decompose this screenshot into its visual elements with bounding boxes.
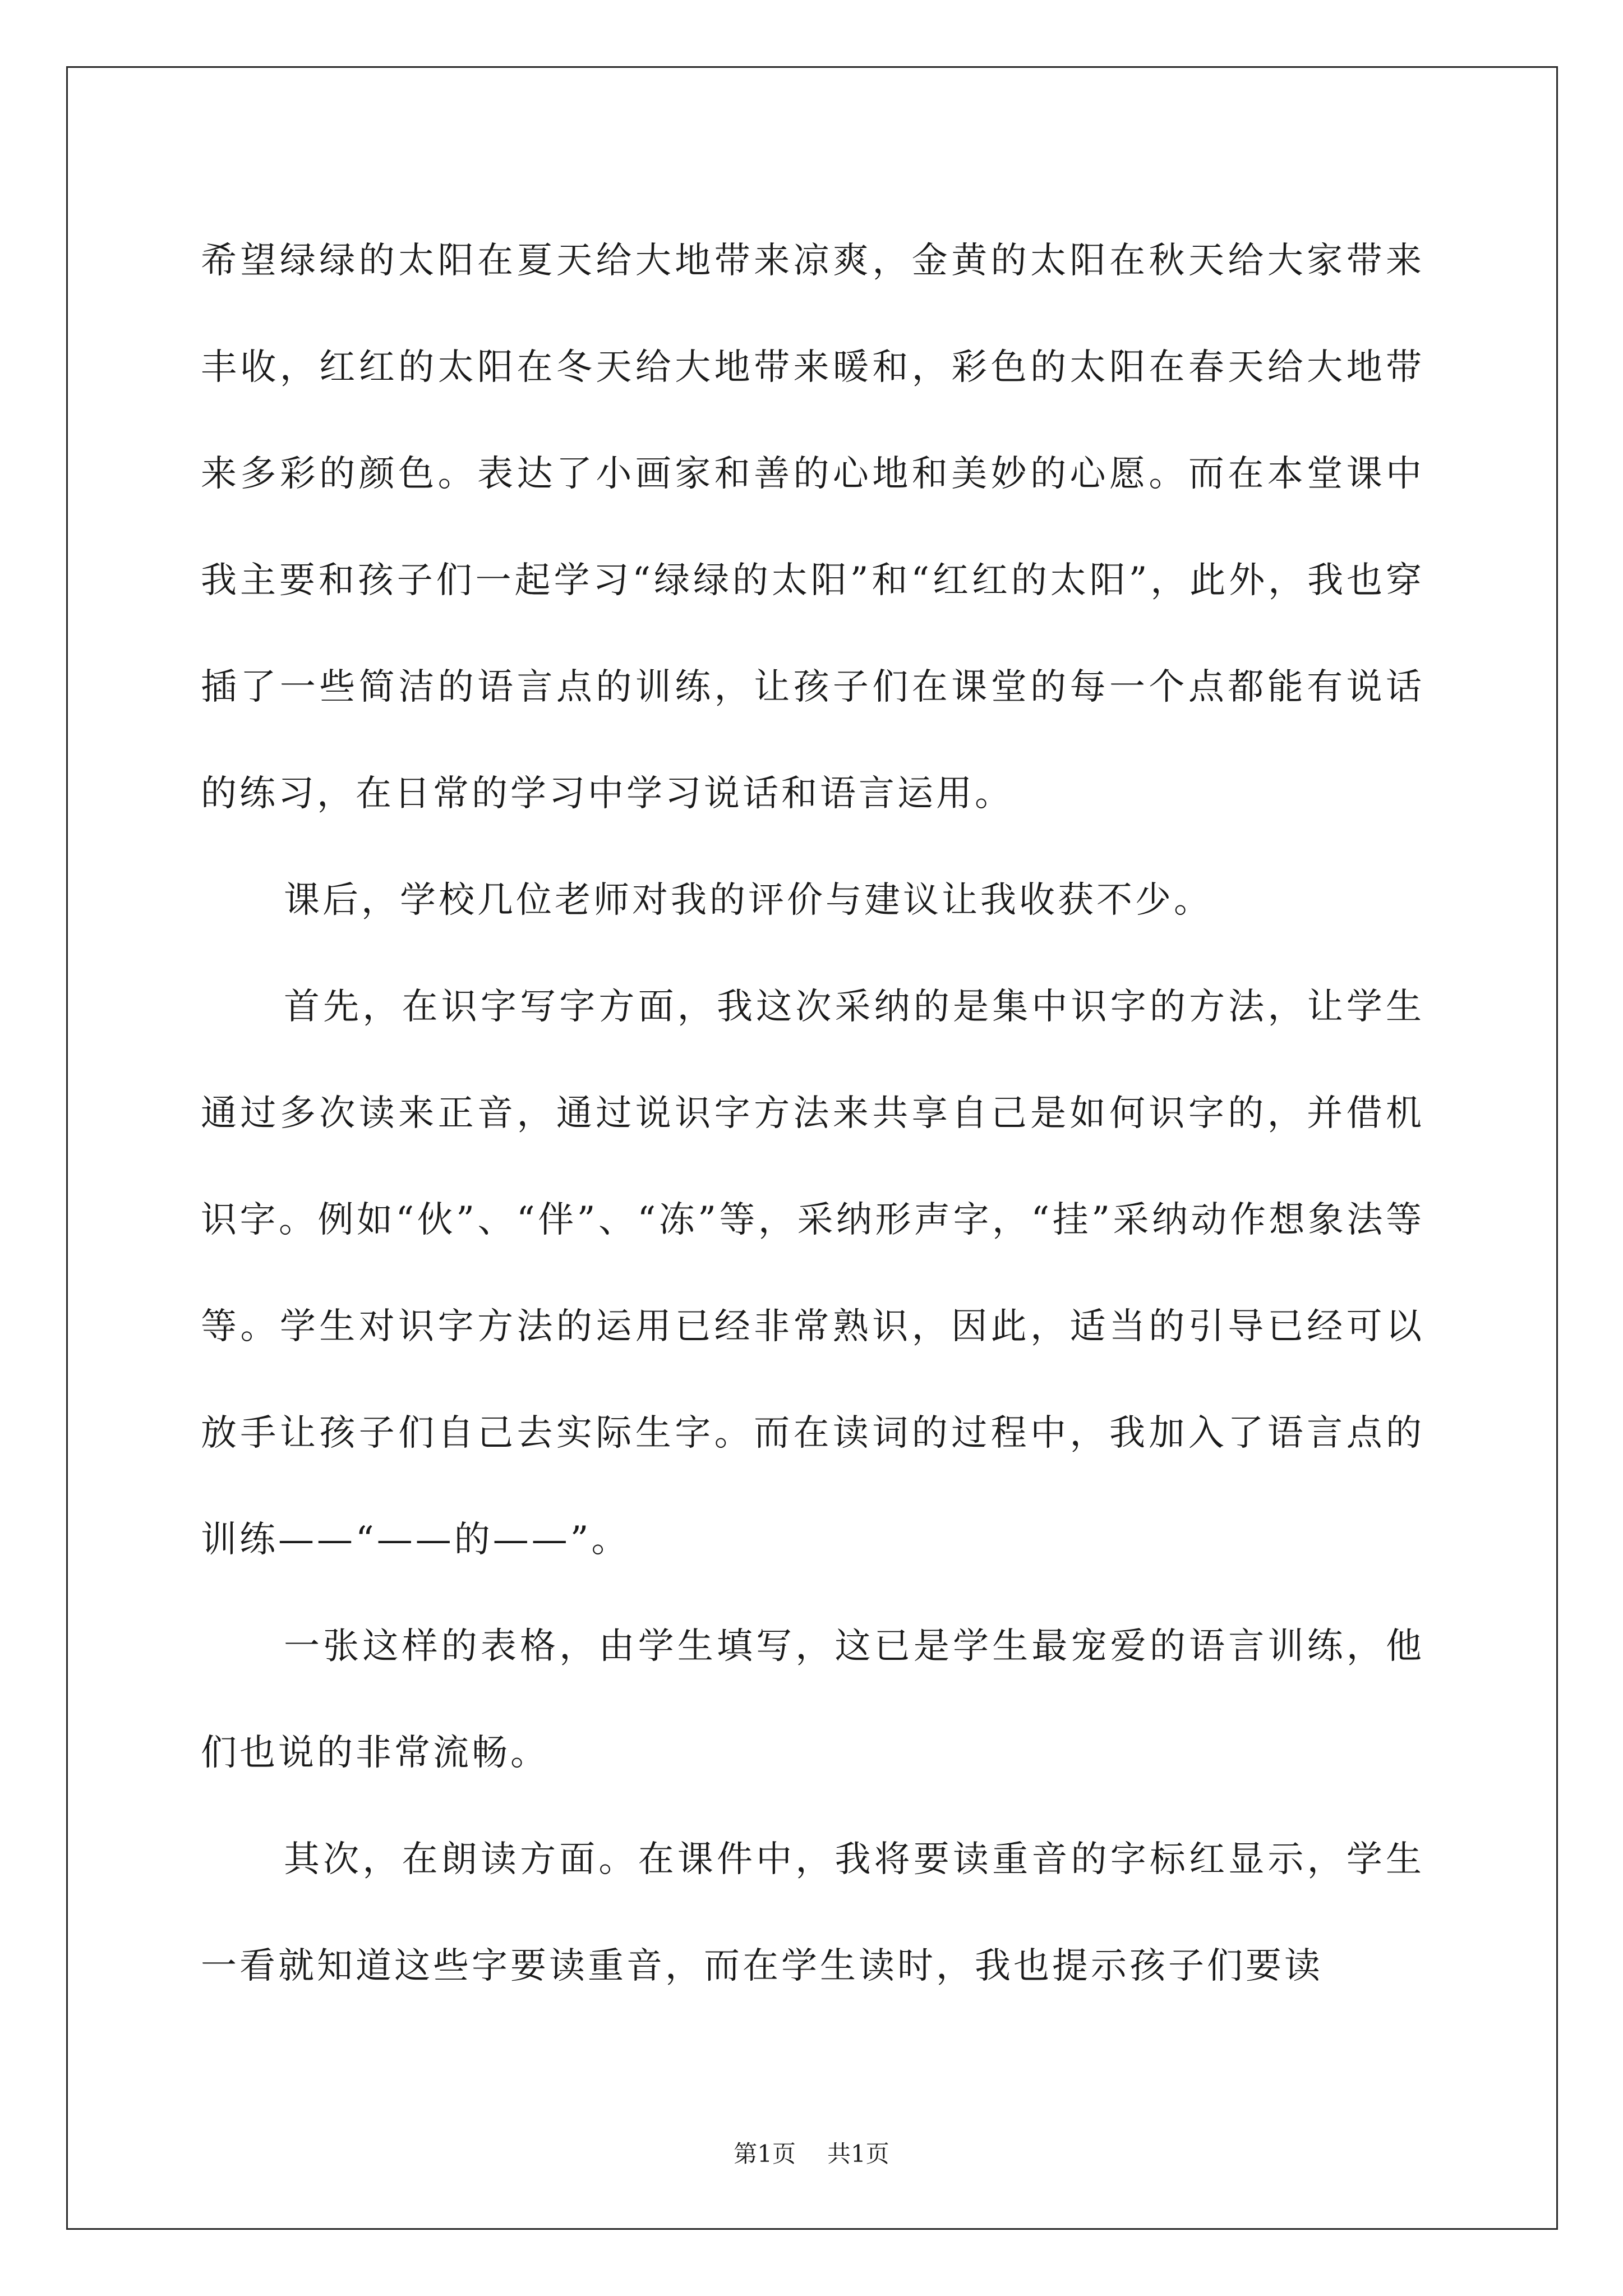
paragraph-3: 首先，在识字写字方面，我这次采纳的是集中识字的方法，让学生通过多次读来正音，通过说识字方法来共享自己是如何识字的，并借机识字。例如“伙”、“伴”、“冻”等，采纳形声字，“挂”采纳动作想象法等等。学生对识字方法的运用已经非常熟识，因此，适当的引导已经可以放手让孩子们自己去实际生字。而在读词的过程中，我加入了语言点的训练——“——的——”。	[201, 986, 1424, 1561]
paragraph-2: 课后，学校几位老师对我的评价与建议让我收获不少。	[284, 880, 1212, 921]
page-number-total: 共1页	[827, 2140, 889, 2168]
paragraph-1: 希望绿绿的太阳在夏天给大地带来凉爽，金黄的太阳在秋天给大家带来丰收，红红的太阳在冬天给大地带来暖和，彩色的太阳在春天给大地带来多彩的颜色。表达了小画家和善的心地和美妙的心愿。而在本堂课中我主要和孩子们一起学习“绿绿的太阳”和“红红的太阳”，此外，我也穿插了一些简洁的语言点的训练，让孩子们在课堂的每一个点都能有说话的练习，在日常的学习中学习说话和语言运用。	[201, 240, 1424, 815]
page-number-current: 第1页	[734, 2140, 796, 2168]
paragraph-4: 一张这样的表格，由学生填写，这已是学生最宠爱的语言训练，他们也说的非常流畅。	[201, 1626, 1424, 1774]
document-body	[201, 208, 1424, 2019]
page-footer	[0, 2137, 1623, 2171]
paragraph-5: 其次，在朗读方面。在课件中，我将要读重音的字标红显示，学生一看就知道这些字要读重音，而在学生读时，我也提示孩子们要读	[201, 1839, 1424, 1987]
